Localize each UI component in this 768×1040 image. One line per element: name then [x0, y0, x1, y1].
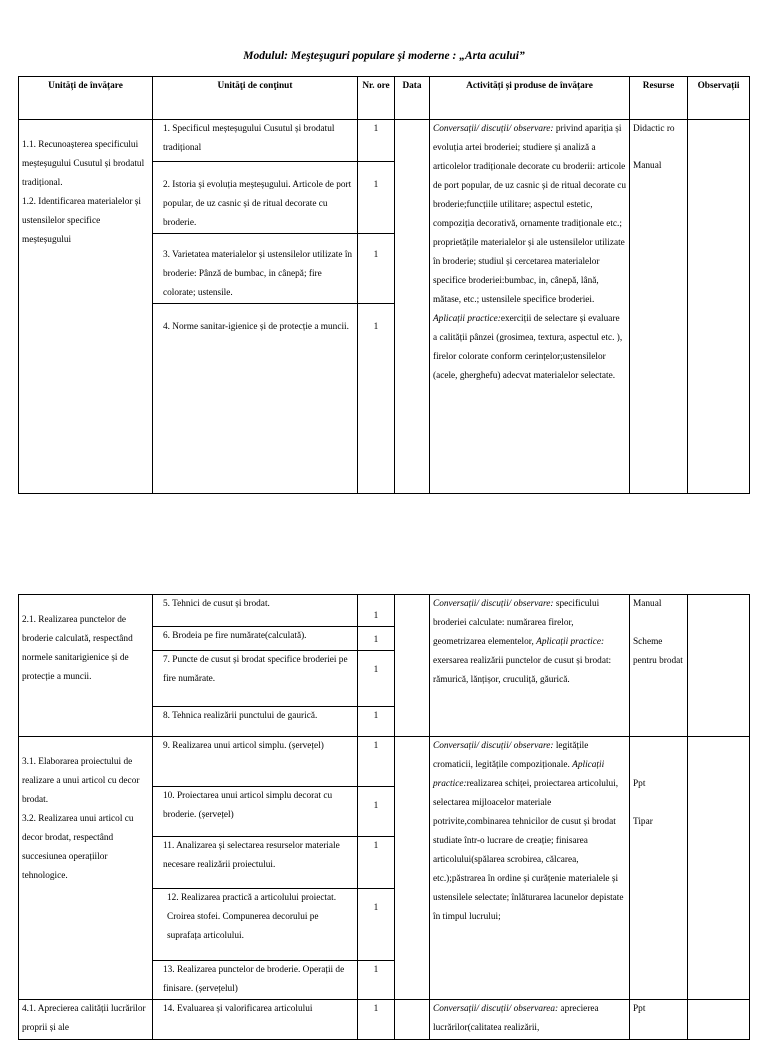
- content-cell: 11. Analizarea și selectarea resurselor materiale necesare realizării proiectului.: [153, 837, 358, 889]
- activities-text: specificului broderiei calculate: numărarea firelor, geometrizarea elementelor,: [433, 599, 600, 647]
- learning-units-cell: 3.1. Elaborarea proiectului de realizare a unui articol cu decor brodat. 3.2. Realizarea unui articol cu decor brodat, respectând succesiunea operațiilor tehnologice.: [19, 737, 153, 1000]
- hours-cell: 1: [358, 707, 395, 737]
- content-cell: 5. Tehnici de cusut și brodat.: [153, 595, 358, 627]
- date-cell[interactable]: [395, 595, 430, 737]
- resource-item: Manual: [633, 599, 662, 609]
- learning-units-cell: 1.1. Recunoașterea specificului meșteșugului Cusutul și brodatul tradițional. 1.2. Identificarea materialelor și ustensilelor specifice meșteșugului: [19, 120, 153, 494]
- curriculum-table-page1: [18, 76, 750, 494]
- activities-text: aprecierea lucrărilor(calitatea realizării,: [433, 1004, 599, 1033]
- resource-item: Ppt: [633, 1004, 646, 1014]
- content-cell: 1. Specificul meșteșugului Cusutul și brodatul tradițional: [153, 120, 358, 162]
- hours-cell: 1: [358, 304, 395, 494]
- activities-text: privind apariția și evoluția artei broderiei; studiere și analiză a articolelor tradiționale decorate cu broderii: articole de port popular, de uz casnic și de ritual decorate cu broderie;funcțiile utilitare; aspectul estetic, compoziția decorativă, ornamente tradiționale etc.; proprietățile materialelor și ale ustensilelor utilizate în broderie; studiul și cercetarea materialelor specifice broderiei:bumbac, in, cânepă, lână, mătase, etc.; ustensilele specifice broderiei.: [433, 124, 626, 305]
- hours-cell: 1: [358, 1000, 395, 1040]
- practice-label: Aplicații practice:: [433, 760, 605, 789]
- hours-cell: 1: [358, 595, 395, 627]
- activities-text: legitățile cromaticii, legitățile compoziționale.: [433, 741, 589, 770]
- activities-label: Conversații/ discuții/ observarea:: [433, 1004, 559, 1014]
- practice-label: Aplicații practice:: [536, 637, 605, 647]
- practice-text: exersarea realizării punctelor de cusut și brodat: rămurică, lănțișor, cruculiță, găurică.: [433, 656, 612, 685]
- curriculum-table-page2: [18, 594, 750, 1040]
- content-cell: 2. Istoria și evoluția meșteșugului. Articole de port popular, de uz casnic și de ritual decorate cu broderie.: [153, 162, 358, 234]
- resources-cell: [630, 595, 688, 737]
- activities-cell: [430, 737, 630, 1000]
- resource-item: Ppt: [633, 779, 646, 789]
- practice-text: realizarea schiței, proiectarea articolului, selectarea mijloacelor materiale potrivite,combinarea tehnicilor de cusut și brodat studiate într-o lucrare de creație; finisarea articolului(spălarea scrobirea, călcarea, etc.);păstrarea în ordine și curățenie materialele și ustensilele selectate; înlăturarea lacunelor depistate în timpul lucrului;: [433, 779, 624, 922]
- content-cell: 14. Evaluarea și valorificarea articolului: [153, 1000, 358, 1040]
- content-cell: 4. Norme sanitar-igienice și de protecție a muncii.: [153, 304, 358, 494]
- hours-cell: 1: [358, 651, 395, 707]
- hours-cell: 1: [358, 889, 395, 961]
- resources-cell: [630, 1000, 688, 1040]
- activities-label: Conversații/ discuții/ observare:: [433, 599, 554, 609]
- content-cell: 3. Varietatea materialelor și ustensilelor utilizate în broderie: Pânză de bumbac, in cânepă; fire colorate; ustensile.: [153, 234, 358, 304]
- observations-cell[interactable]: [688, 120, 750, 494]
- resource-item: Didactic ro: [633, 124, 675, 134]
- header-resources: Resurse: [630, 77, 688, 120]
- content-cell: 13. Realizarea punctelor de broderie. Operații de finisare. (șervețelul): [153, 961, 358, 1000]
- content-cell: 12. Realizarea practică a articolului proiectat. Croirea stofei. Compunerea decorului pe suprafața articolului.: [153, 889, 358, 961]
- observations-cell[interactable]: [688, 595, 750, 737]
- content-cell: 10. Proiectarea unui articol simplu decorat cu broderie. (șervețel): [153, 787, 358, 837]
- resource-item: Scheme pentru brodat: [633, 637, 683, 666]
- date-cell[interactable]: [395, 1000, 430, 1040]
- resources-cell: [630, 737, 688, 1000]
- header-content-units: Unităţi de conţinut: [153, 77, 358, 120]
- learning-units-cell: 2.1. Realizarea punctelor de broderie calculată, respectând normele sanitarigienice și de protecție a muncii.: [19, 595, 153, 737]
- content-cell: 9. Realizarea unui articol simplu. (șervețel): [153, 737, 358, 787]
- observations-cell[interactable]: [688, 1000, 750, 1040]
- activities-cell: [430, 595, 630, 737]
- observations-cell[interactable]: [688, 737, 750, 1000]
- hours-cell: 1: [358, 234, 395, 304]
- resources-cell: [630, 120, 688, 494]
- page-title: Modulul: Meşteşuguri populare şi moderne : „Arta acului”: [243, 50, 525, 62]
- resource-item: Tipar: [633, 817, 653, 827]
- hours-cell: 1: [358, 627, 395, 651]
- practice-text: exerciții de selectare și evaluare a calității pânzei (grosimea, textura, aspectul etc. ), firelor colorate conform cerințelor;ustensilelor (acele, gherghefu) adecvat materialelor selectate.: [433, 314, 623, 381]
- header-hours: Nr. ore: [358, 77, 395, 120]
- learning-units-cell: 4.1. Aprecierea calității lucrărilor proprii și ale: [19, 1000, 153, 1040]
- content-cell: 8. Tehnica realizării punctului de gaurică.: [153, 707, 358, 737]
- content-cell: 6. Brodeia pe fire numărate(calculată).: [153, 627, 358, 651]
- hours-cell: 1: [358, 737, 395, 787]
- hours-cell: 1: [358, 120, 395, 162]
- hours-cell: 1: [358, 837, 395, 889]
- header-date: Data: [395, 77, 430, 120]
- activities-label: Conversații/ discuții/ observare:: [433, 124, 554, 134]
- hours-cell: 1: [358, 961, 395, 1000]
- date-cell[interactable]: [395, 737, 430, 1000]
- hours-cell: 1: [358, 787, 395, 837]
- activities-label: Conversații/ discuții/ observare:: [433, 741, 554, 751]
- practice-label: Aplicații practice:: [433, 314, 501, 324]
- header-activities: Activități și produse de învățare: [430, 77, 630, 120]
- hours-cell: 1: [358, 162, 395, 234]
- activities-cell: [430, 1000, 630, 1040]
- resource-item: Manual: [633, 161, 662, 171]
- content-cell: 7. Puncte de cusut și brodat specifice broderiei pe fire numărate.: [153, 651, 358, 707]
- header-learning-units: Unități de învățare: [19, 77, 153, 120]
- date-cell[interactable]: [395, 120, 430, 494]
- activities-cell: [430, 120, 630, 494]
- header-observations: Observații: [688, 77, 750, 120]
